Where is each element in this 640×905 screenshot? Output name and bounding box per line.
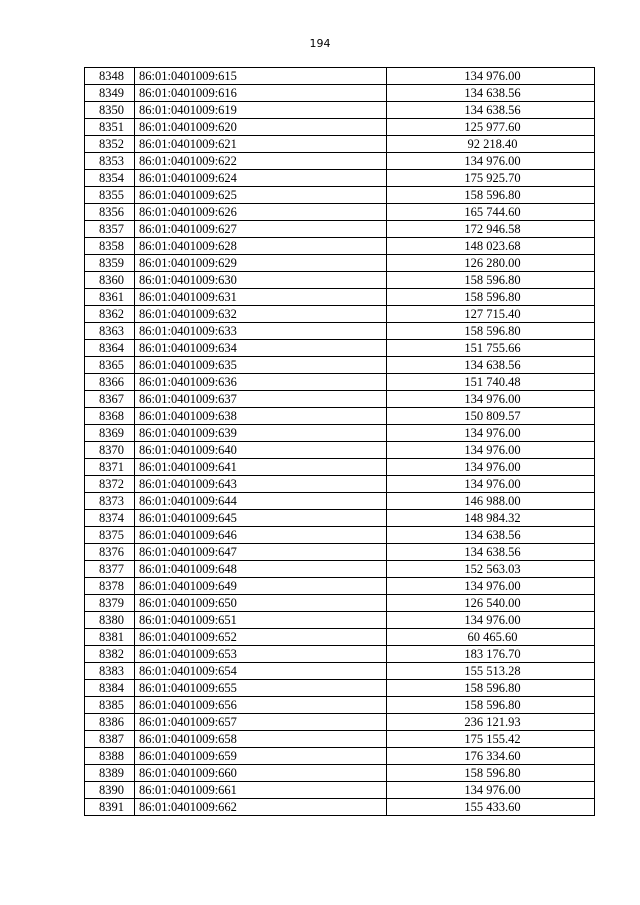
page-number: 194 [309, 37, 331, 50]
table-body [85, 68, 595, 816]
cadastral-number-cell: 86:01:0401009:625 [135, 187, 387, 204]
table-row [85, 493, 595, 510]
cadastral-number-cell: 86:01:0401009:624 [135, 170, 387, 187]
table-row [85, 442, 595, 459]
cadastral-number-cell: 86:01:0401009:631 [135, 289, 387, 306]
cadastral-value-cell: 134 976.00 [387, 153, 595, 170]
cadastral-value-cell: 134 638.56 [387, 102, 595, 119]
table-row [85, 680, 595, 697]
table-row [85, 578, 595, 595]
table-row [85, 340, 595, 357]
row-number-cell: 8349 [85, 85, 135, 102]
table-row [85, 408, 595, 425]
cadastral-value-cell: 175 925.70 [387, 170, 595, 187]
cadastral-number-cell: 86:01:0401009:630 [135, 272, 387, 289]
row-number-cell: 8356 [85, 204, 135, 221]
table-row [85, 425, 595, 442]
table-row [85, 289, 595, 306]
cadastral-number-cell: 86:01:0401009:629 [135, 255, 387, 272]
cadastral-number-cell: 86:01:0401009:655 [135, 680, 387, 697]
cadastral-value-cell: 176 334.60 [387, 748, 595, 765]
cadastral-number-cell: 86:01:0401009:621 [135, 136, 387, 153]
row-number-cell: 8374 [85, 510, 135, 527]
table-row [85, 765, 595, 782]
cadastral-number-cell: 86:01:0401009:626 [135, 204, 387, 221]
cadastral-number-cell: 86:01:0401009:640 [135, 442, 387, 459]
row-number-cell: 8351 [85, 119, 135, 136]
cadastral-number-cell: 86:01:0401009:632 [135, 306, 387, 323]
cadastral-value-cell: 126 540.00 [387, 595, 595, 612]
row-number-cell: 8373 [85, 493, 135, 510]
cadastral-number-cell: 86:01:0401009:643 [135, 476, 387, 493]
table-row [85, 544, 595, 561]
table-row [85, 102, 595, 119]
cadastral-number-cell: 86:01:0401009:645 [135, 510, 387, 527]
cadastral-number-cell: 86:01:0401009:662 [135, 799, 387, 816]
table-row [85, 85, 595, 102]
table-row [85, 238, 595, 255]
row-number-cell: 8372 [85, 476, 135, 493]
table-row [85, 187, 595, 204]
cadastral-value-cell: 92 218.40 [387, 136, 595, 153]
row-number-cell: 8364 [85, 340, 135, 357]
cadastral-value-cell: 155 433.60 [387, 799, 595, 816]
table-row [85, 204, 595, 221]
cadastral-value-cell: 158 596.80 [387, 289, 595, 306]
cadastral-value-table [84, 67, 595, 816]
row-number-cell: 8366 [85, 374, 135, 391]
table-row [85, 272, 595, 289]
row-number-cell: 8361 [85, 289, 135, 306]
cadastral-number-cell: 86:01:0401009:658 [135, 731, 387, 748]
cadastral-value-cell: 134 976.00 [387, 476, 595, 493]
cadastral-number-cell: 86:01:0401009:653 [135, 646, 387, 663]
row-number-cell: 8363 [85, 323, 135, 340]
cadastral-number-cell: 86:01:0401009:628 [135, 238, 387, 255]
row-number-cell: 8383 [85, 663, 135, 680]
cadastral-value-cell: 158 596.80 [387, 272, 595, 289]
row-number-cell: 8354 [85, 170, 135, 187]
cadastral-number-cell: 86:01:0401009:639 [135, 425, 387, 442]
row-number-cell: 8376 [85, 544, 135, 561]
table-row [85, 646, 595, 663]
table-row [85, 136, 595, 153]
table-row [85, 663, 595, 680]
cadastral-number-cell: 86:01:0401009:646 [135, 527, 387, 544]
cadastral-value-cell: 151 740.48 [387, 374, 595, 391]
row-number-cell: 8368 [85, 408, 135, 425]
cadastral-number-cell: 86:01:0401009:636 [135, 374, 387, 391]
cadastral-value-cell: 60 465.60 [387, 629, 595, 646]
table-row [85, 561, 595, 578]
table-row [85, 629, 595, 646]
cadastral-number-cell: 86:01:0401009:633 [135, 323, 387, 340]
row-number-cell: 8352 [85, 136, 135, 153]
row-number-cell: 8388 [85, 748, 135, 765]
row-number-cell: 8360 [85, 272, 135, 289]
cadastral-value-cell: 146 988.00 [387, 493, 595, 510]
cadastral-number-cell: 86:01:0401009:650 [135, 595, 387, 612]
cadastral-number-cell: 86:01:0401009:649 [135, 578, 387, 595]
table-row [85, 799, 595, 816]
cadastral-value-cell: 165 744.60 [387, 204, 595, 221]
table-row [85, 221, 595, 238]
cadastral-number-cell: 86:01:0401009:627 [135, 221, 387, 238]
row-number-cell: 8369 [85, 425, 135, 442]
row-number-cell: 8385 [85, 697, 135, 714]
table-row [85, 306, 595, 323]
row-number-cell: 8375 [85, 527, 135, 544]
row-number-cell: 8389 [85, 765, 135, 782]
cadastral-number-cell: 86:01:0401009:660 [135, 765, 387, 782]
cadastral-value-cell: 148 984.32 [387, 510, 595, 527]
cadastral-number-cell: 86:01:0401009:637 [135, 391, 387, 408]
cadastral-number-cell: 86:01:0401009:619 [135, 102, 387, 119]
row-number-cell: 8370 [85, 442, 135, 459]
row-number-cell: 8350 [85, 102, 135, 119]
row-number-cell: 8379 [85, 595, 135, 612]
table-row [85, 595, 595, 612]
cadastral-value-cell: 175 155.42 [387, 731, 595, 748]
table-row [85, 714, 595, 731]
table-row [85, 782, 595, 799]
row-number-cell: 8359 [85, 255, 135, 272]
cadastral-value-cell: 150 809.57 [387, 408, 595, 425]
table-row [85, 459, 595, 476]
cadastral-value-cell: 172 946.58 [387, 221, 595, 238]
table-row [85, 510, 595, 527]
row-number-cell: 8387 [85, 731, 135, 748]
table-row [85, 170, 595, 187]
cadastral-number-cell: 86:01:0401009:638 [135, 408, 387, 425]
cadastral-value-cell: 134 976.00 [387, 782, 595, 799]
row-number-cell: 8381 [85, 629, 135, 646]
cadastral-value-cell: 155 513.28 [387, 663, 595, 680]
table-row [85, 612, 595, 629]
row-number-cell: 8365 [85, 357, 135, 374]
cadastral-number-cell: 86:01:0401009:634 [135, 340, 387, 357]
cadastral-value-cell: 126 280.00 [387, 255, 595, 272]
row-number-cell: 8362 [85, 306, 135, 323]
table-row [85, 731, 595, 748]
cadastral-number-cell: 86:01:0401009:657 [135, 714, 387, 731]
cadastral-value-cell: 134 976.00 [387, 425, 595, 442]
cadastral-value-cell: 183 176.70 [387, 646, 595, 663]
cadastral-value-cell: 134 638.56 [387, 527, 595, 544]
row-number-cell: 8355 [85, 187, 135, 204]
table-row [85, 374, 595, 391]
cadastral-value-cell: 134 976.00 [387, 578, 595, 595]
row-number-cell: 8380 [85, 612, 135, 629]
table-row [85, 119, 595, 136]
cadastral-value-cell: 134 638.56 [387, 357, 595, 374]
cadastral-number-cell: 86:01:0401009:635 [135, 357, 387, 374]
cadastral-value-cell: 148 023.68 [387, 238, 595, 255]
cadastral-number-cell: 86:01:0401009:651 [135, 612, 387, 629]
table-row [85, 68, 595, 85]
cadastral-number-cell: 86:01:0401009:644 [135, 493, 387, 510]
cadastral-number-cell: 86:01:0401009:647 [135, 544, 387, 561]
cadastral-value-cell: 125 977.60 [387, 119, 595, 136]
table-row [85, 527, 595, 544]
cadastral-value-cell: 158 596.80 [387, 765, 595, 782]
cadastral-number-cell: 86:01:0401009:648 [135, 561, 387, 578]
cadastral-number-cell: 86:01:0401009:652 [135, 629, 387, 646]
table-row [85, 697, 595, 714]
cadastral-number-cell: 86:01:0401009:622 [135, 153, 387, 170]
cadastral-value-cell: 134 976.00 [387, 391, 595, 408]
table-row [85, 357, 595, 374]
row-number-cell: 8382 [85, 646, 135, 663]
table-row [85, 323, 595, 340]
cadastral-value-cell: 158 596.80 [387, 187, 595, 204]
cadastral-number-cell: 86:01:0401009:641 [135, 459, 387, 476]
cadastral-number-cell: 86:01:0401009:656 [135, 697, 387, 714]
cadastral-number-cell: 86:01:0401009:661 [135, 782, 387, 799]
row-number-cell: 8353 [85, 153, 135, 170]
table-row [85, 476, 595, 493]
cadastral-number-cell: 86:01:0401009:654 [135, 663, 387, 680]
row-number-cell: 8384 [85, 680, 135, 697]
cadastral-value-cell: 134 976.00 [387, 442, 595, 459]
table-row [85, 153, 595, 170]
cadastral-value-cell: 236 121.93 [387, 714, 595, 731]
cadastral-number-cell: 86:01:0401009:615 [135, 68, 387, 85]
row-number-cell: 8386 [85, 714, 135, 731]
cadastral-value-cell: 151 755.66 [387, 340, 595, 357]
row-number-cell: 8367 [85, 391, 135, 408]
cadastral-value-cell: 158 596.80 [387, 697, 595, 714]
cadastral-value-cell: 134 976.00 [387, 459, 595, 476]
cadastral-value-cell: 152 563.03 [387, 561, 595, 578]
row-number-cell: 8357 [85, 221, 135, 238]
row-number-cell: 8391 [85, 799, 135, 816]
cadastral-value-cell: 127 715.40 [387, 306, 595, 323]
cadastral-number-cell: 86:01:0401009:659 [135, 748, 387, 765]
table-row [85, 391, 595, 408]
table-row [85, 255, 595, 272]
cadastral-value-cell: 134 638.56 [387, 544, 595, 561]
row-number-cell: 8378 [85, 578, 135, 595]
cadastral-number-cell: 86:01:0401009:616 [135, 85, 387, 102]
row-number-cell: 8377 [85, 561, 135, 578]
cadastral-value-cell: 134 638.56 [387, 85, 595, 102]
row-number-cell: 8371 [85, 459, 135, 476]
cadastral-value-cell: 158 596.80 [387, 680, 595, 697]
cadastral-value-cell: 134 976.00 [387, 612, 595, 629]
row-number-cell: 8358 [85, 238, 135, 255]
cadastral-value-cell: 158 596.80 [387, 323, 595, 340]
row-number-cell: 8348 [85, 68, 135, 85]
cadastral-number-cell: 86:01:0401009:620 [135, 119, 387, 136]
row-number-cell: 8390 [85, 782, 135, 799]
table-row [85, 748, 595, 765]
cadastral-value-cell: 134 976.00 [387, 68, 595, 85]
